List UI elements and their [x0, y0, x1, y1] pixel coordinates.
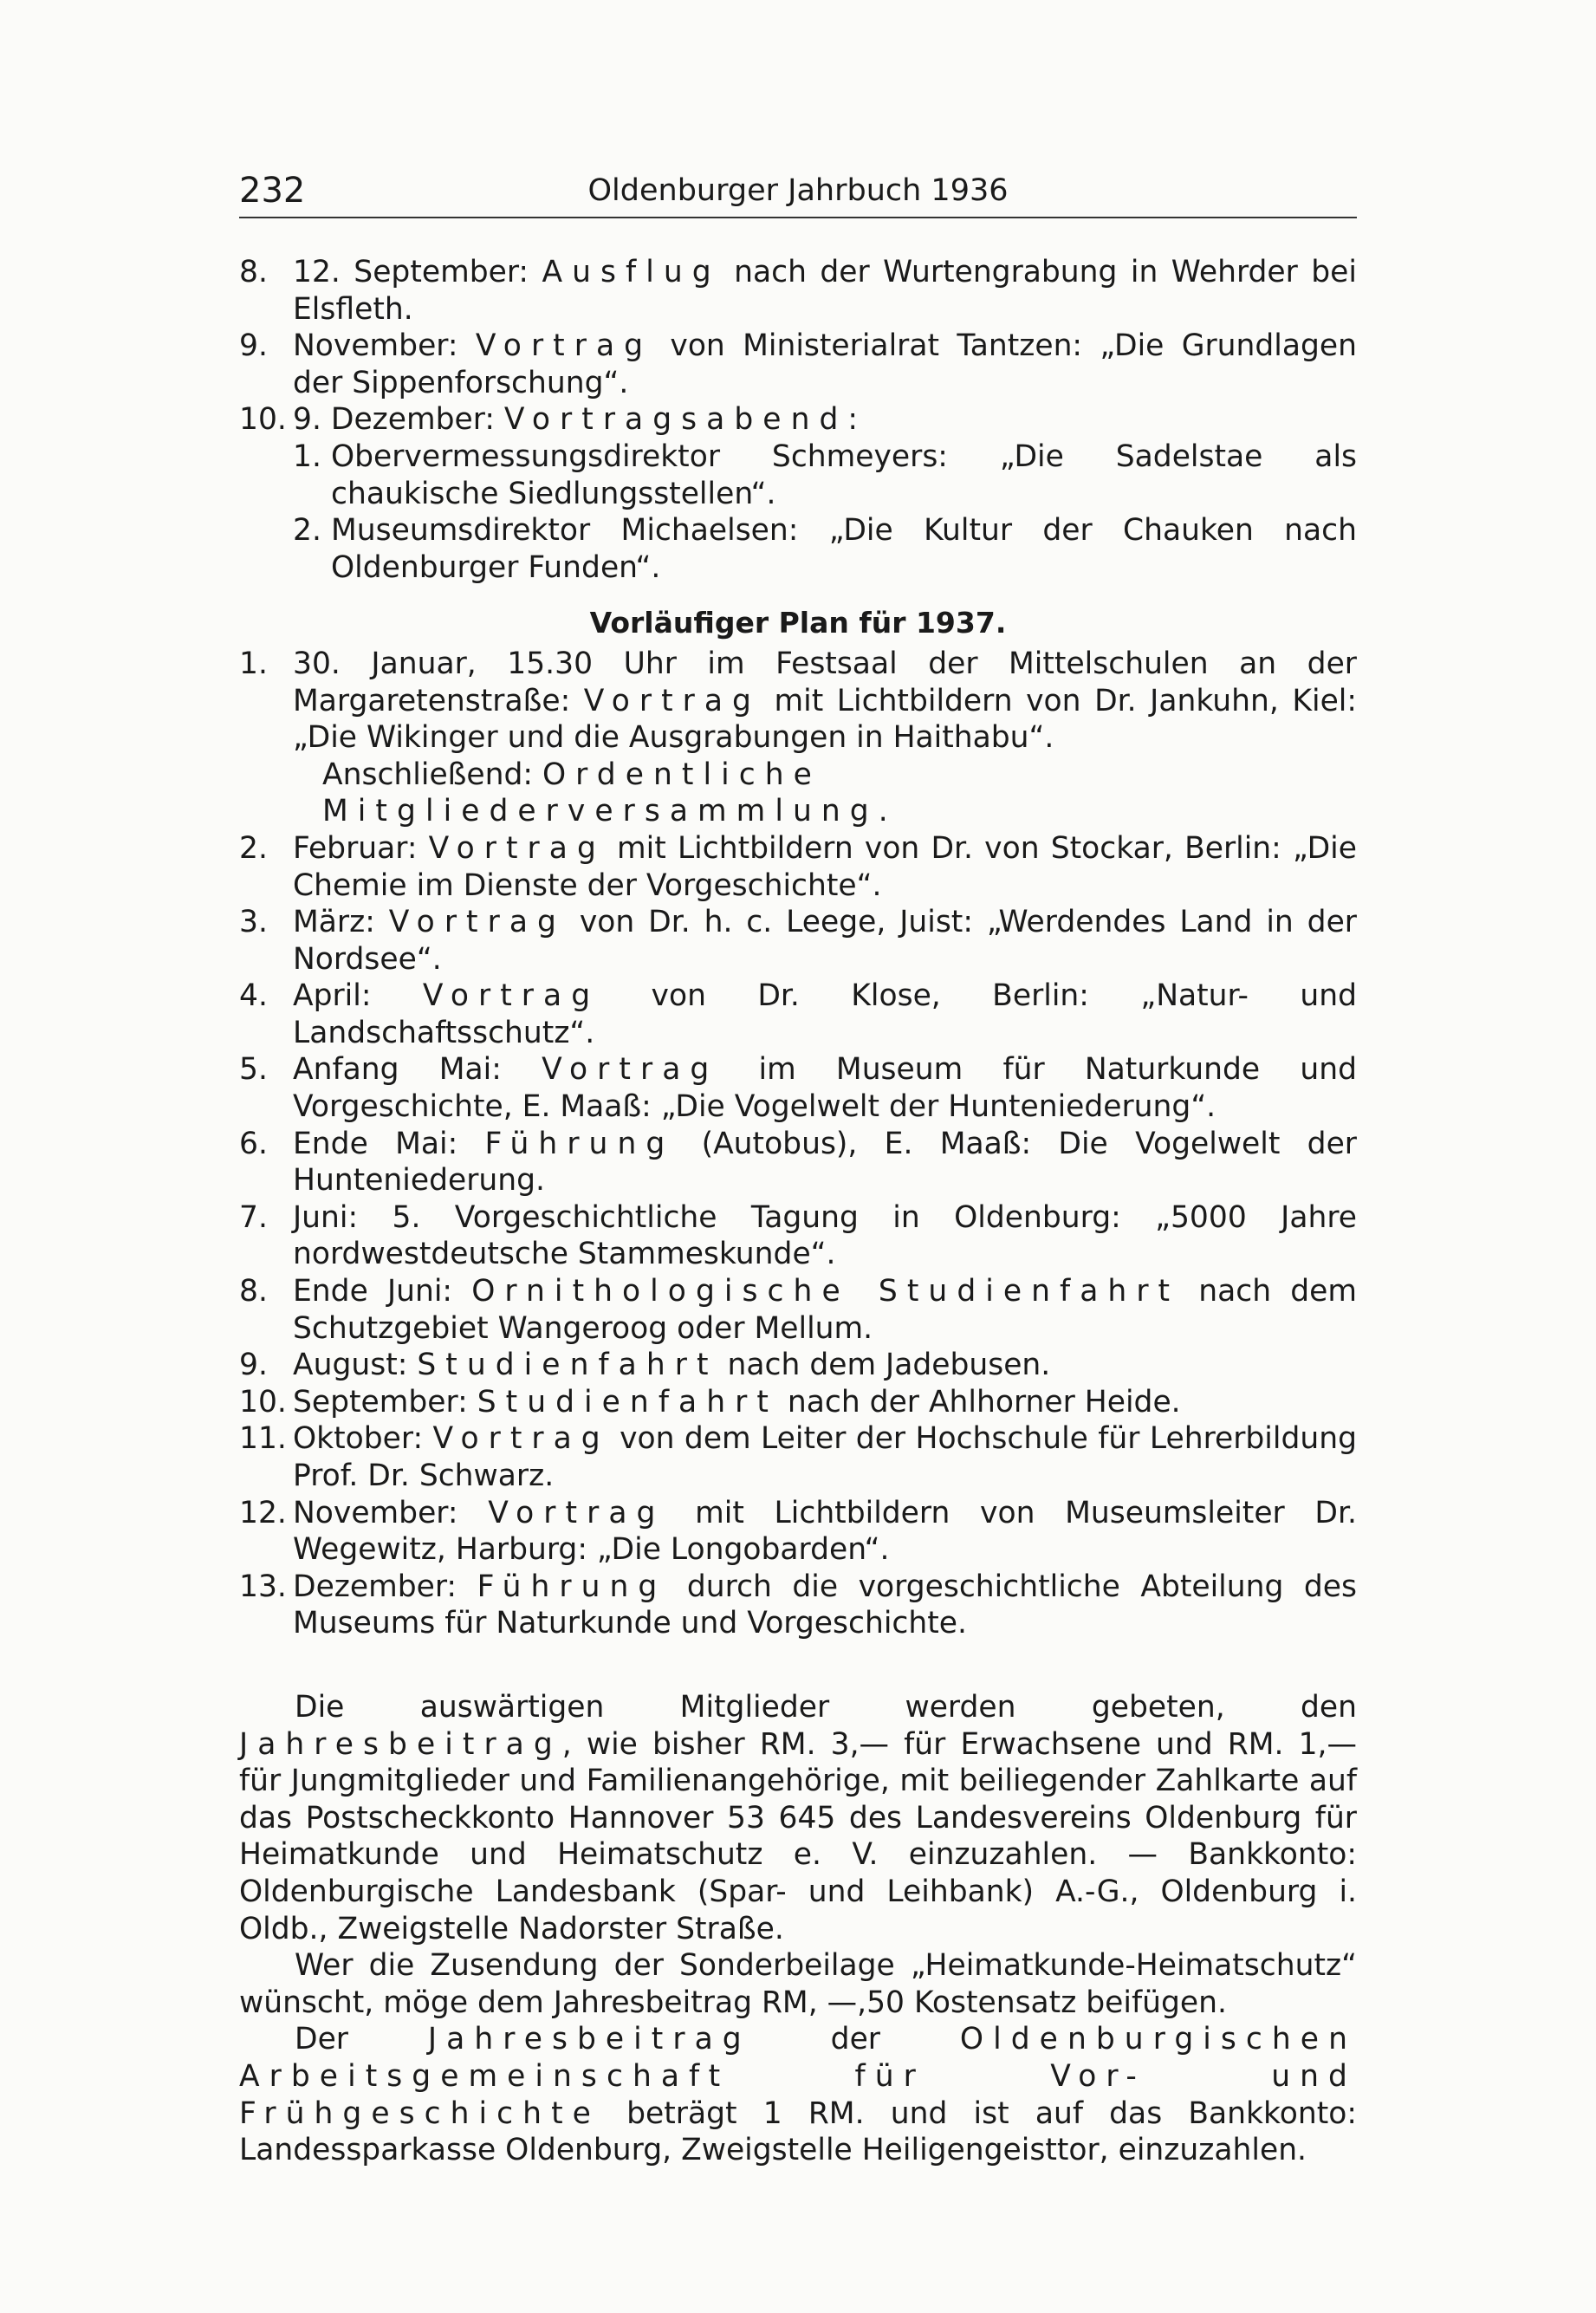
text-run: Juni: 5. Vorgeschichtliche Tagung in Oldenburg: „5000 Jahre nordwestdeutsche Stammeskunde“. [293, 1199, 1357, 1272]
text-run: November: [293, 328, 476, 364]
text-run: Anfang Mai: [293, 1052, 542, 1088]
item-number: 12. [239, 1495, 287, 1530]
text-run: nach der Wurtengrabung in Wehrder bei Elsfleth. [293, 255, 1357, 327]
text-run: April: [293, 978, 423, 1014]
spaced-term: Führung [477, 1569, 667, 1604]
running-title: Oldenburger Jahrbuch 1936 [587, 173, 1009, 208]
item-number: 8. [239, 255, 268, 289]
item-number: 4. [239, 978, 268, 1014]
sub-list-item [293, 439, 1357, 512]
item-number: 1. [293, 439, 321, 474]
paragraph-membership-fee [239, 1689, 1357, 1947]
spaced-term: Jahresbeitrag [427, 2022, 751, 2057]
spaced-term: Vortrag [488, 1495, 665, 1530]
text-run: 9. Dezember: [293, 402, 504, 438]
list-item [239, 401, 1357, 439]
list-item [239, 1420, 1357, 1494]
text-run: , wie bisher RM. 3,— für Erwachsene und RM. 1,— für Jungmitglieder und Familienangehörige, mit beiliegender Zahlkarte auf das Postscheckkonto Hannover 53 645 des Landesvereins Oldenburg für Heimatkunde und Heimatschutz e. V. einzuzahlen. — Bankkonto: Oldenburgische Landesbank (Spar- und Leihbank) A.-G., Oldenburg i. Oldb., Zweigstelle Nadorster Straße. [239, 1726, 1357, 1946]
text-run: August: [293, 1348, 418, 1383]
plan-1937-list [239, 646, 1357, 1642]
list-item [239, 1495, 1357, 1569]
list-item [239, 904, 1357, 978]
list-item [239, 646, 1357, 757]
item-text [293, 1495, 1357, 1569]
item-text [293, 646, 1357, 757]
spaced-term: Vortrag [428, 830, 606, 866]
item-number: 10. [239, 402, 287, 438]
spaced-term: Oldenburgischen Arbeitsgemeinschaft für Vor- und Frühgeschichte [239, 2022, 1357, 2131]
list-item [239, 1199, 1357, 1273]
list-item [239, 1273, 1357, 1347]
text-run: . [878, 794, 888, 829]
text-run: mit Lichtbildern von Museumsleiter Dr. Wegewitz, Harburg: „Die Longobarden“. [293, 1495, 1357, 1568]
list-item [239, 1347, 1357, 1384]
text-run: nach der Ahlhorner Heide. [777, 1384, 1181, 1420]
text-run: durch die vorgeschichtliche Abteilung des Museums für Naturkunde und Vorgeschichte. [293, 1569, 1358, 1641]
text-run: nach dem Jadebusen. [717, 1348, 1051, 1383]
text-run: Die auswärtigen Mitglieder werden gebeten, den [295, 1689, 1357, 1725]
text-run: Dezember: [293, 1569, 477, 1604]
text-run: (Autobus), E. Maaß: Die Vogelwelt der Hunteniederung. [293, 1126, 1357, 1199]
paragraph-working-group [239, 2021, 1357, 2168]
item-number: 7. [239, 1199, 268, 1235]
item-number: 2. [239, 830, 268, 866]
item-number: 13. [239, 1569, 287, 1604]
paragraph-supplement: Wer die Zusendung der Sonderbeilage „Heimatkunde-Heimatschutz“ wünscht, möge dem Jahresbeitrag RM, —,50 Kostensatz beifügen. [239, 1948, 1357, 2020]
spaced-term: Vortrag [388, 905, 566, 940]
item-text: Obervermessungsdirektor Schmeyers: „Die Sadelstae als chaukische Siedlungsstellen“. [331, 439, 1357, 511]
text-run: von Dr. h. c. Leege, Juist: „Werdendes Land in der Nordsee“. [293, 905, 1357, 977]
text-run: von Ministerialrat Tantzen: „Die Grundlagen der Sippenforschung“. [293, 328, 1357, 400]
item-text [293, 1051, 1357, 1125]
text-run: von Dr. Klose, Berlin: „Natur- und Landschaftsschutz“. [293, 978, 1357, 1050]
text-run: mit Lichtbildern von Dr. von Stockar, Berlin: „Die Chemie im Dienste der Vorgeschichte“. [293, 830, 1357, 903]
item-text [293, 328, 1357, 401]
text-run: September: [293, 1384, 477, 1420]
spaced-term: Ornithologische Studienfahrt [471, 1274, 1180, 1309]
text-run: der [750, 2022, 960, 2057]
item-number: 10. [239, 1384, 287, 1420]
page-number: 232 [239, 171, 306, 211]
spaced-term: Führung [484, 1126, 675, 1161]
item-text [293, 1126, 1357, 1199]
item-text: Museumsdirektor Michaelsen: „Die Kultur der Chauken nach Oldenburger Funden“. [331, 513, 1357, 585]
text-run: Der [295, 2022, 428, 2057]
text-run: von dem Leiter der Hochschule für Lehrerbildung Prof. Dr. Schwarz. [293, 1421, 1358, 1493]
list-item [239, 830, 1357, 904]
text-run: nach dem Schutzgebiet Wangeroog oder Mellum. [293, 1274, 1358, 1346]
spaced-term: Studienfahrt [477, 1384, 778, 1420]
spaced-term: Jahresbeitrag [239, 1726, 562, 1762]
list-item [239, 1384, 1357, 1421]
spaced-term: Vortragsabend [503, 402, 848, 438]
item-number: 1. [239, 646, 268, 681]
item-text [293, 978, 1357, 1051]
list-item [239, 254, 1357, 328]
text-run: : [847, 402, 859, 438]
item-number: 8. [239, 1274, 268, 1309]
text-run: Februar: [293, 830, 429, 866]
item-number: 11. [239, 1421, 287, 1457]
item-text [293, 254, 1357, 328]
item-number: 9. [239, 328, 268, 364]
text-run: beträgt 1 RM. und ist auf das Bankkonto: Landessparkasse Oldenburg, Zweigstelle Heiligengeisttor, einzuzahlen. [239, 2095, 1357, 2168]
item-text [293, 1384, 1357, 1421]
list-item [239, 1126, 1357, 1199]
list-item [239, 978, 1357, 1051]
item-number: 6. [239, 1126, 268, 1161]
item-text [293, 1273, 1357, 1347]
sub-list-item [293, 512, 1357, 586]
spaced-term: Vortrag [475, 328, 653, 364]
page-header [239, 170, 1357, 215]
spaced-term: Vortrag [432, 1421, 610, 1457]
plan-heading: Vorläufiger Plan für 1937. [589, 606, 1007, 640]
item-text [293, 1420, 1357, 1494]
text-run: 12. September: [293, 255, 542, 289]
spaced-term: Ordentliche Mitgliederversammlung [322, 757, 879, 829]
list-item [239, 1051, 1357, 1125]
text-run: Ende Mai: [293, 1126, 485, 1161]
spaced-term: Vortrag [542, 1052, 719, 1088]
item-number: 2. [293, 513, 321, 549]
list-item [239, 1569, 1357, 1642]
item-text [293, 1569, 1357, 1642]
program-1936-sublist [239, 439, 1357, 586]
section-gap [239, 1642, 1357, 1689]
text-run: 30. Januar, 15.30 Uhr im Festsaal der Mittelschulen an der Margaretenstraße: [293, 646, 1357, 718]
text-run: Anschließend: [322, 757, 542, 792]
item-number: 9. [239, 1348, 268, 1383]
program-1936-list [239, 254, 1357, 439]
text-run: Oktober: [293, 1421, 433, 1457]
item-number: 5. [239, 1052, 268, 1088]
body-text [239, 254, 1357, 2169]
item-number: 3. [239, 905, 268, 940]
spaced-term: Ausflug [542, 255, 721, 289]
item-text [293, 830, 1357, 904]
text-run: März: [293, 905, 389, 940]
text-run: Ende Juni: [293, 1274, 472, 1309]
item-text [293, 904, 1357, 978]
spaced-term: Vortrag [422, 978, 600, 1014]
spaced-term: Vortrag [583, 683, 761, 718]
item-text [293, 1199, 1357, 1273]
text-run: im Museum für Naturkunde und Vorgeschichte, E. Maaß: „Die Vogelwelt der Hunteniederung“. [293, 1052, 1357, 1125]
spaced-term: Studienfahrt [417, 1348, 718, 1383]
header-rule [239, 217, 1357, 218]
item-text [293, 1347, 1357, 1384]
plan-note [293, 757, 1357, 830]
list-item [239, 328, 1357, 401]
text-run: mit Lichtbildern von Dr. Jankuhn, Kiel: „Die Wikinger und die Ausgrabungen in Haithabu“. [293, 683, 1357, 756]
item-text [293, 401, 1357, 439]
text-run: November: [293, 1495, 489, 1530]
